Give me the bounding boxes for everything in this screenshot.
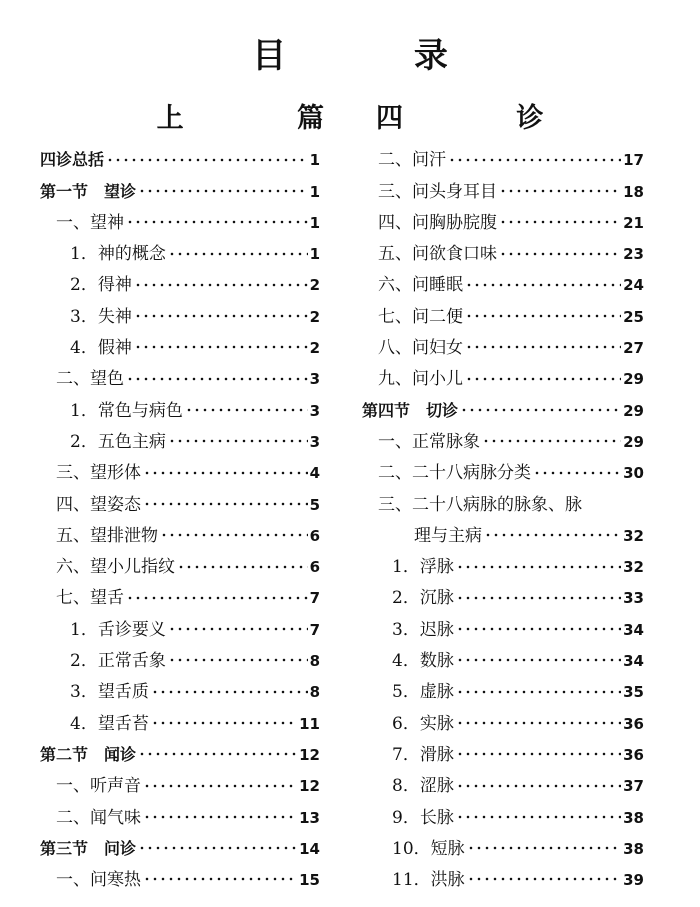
toc-entry-page: 3 xyxy=(309,370,320,389)
toc-entry-title: 10．短脉 xyxy=(392,838,465,859)
dot-leader xyxy=(467,877,621,881)
toc-entry xyxy=(362,206,644,237)
toc-entry-page: 7 xyxy=(309,620,320,639)
dot-leader xyxy=(126,220,308,224)
toc-entry-page: 1 xyxy=(309,213,320,232)
toc-entry-title: 六、问睡眠 xyxy=(378,275,463,296)
toc-entry-title: 二、闻气味 xyxy=(56,807,141,828)
toc-entry-page: 13 xyxy=(299,808,320,827)
toc-entry-page: 3 xyxy=(309,432,320,451)
dot-leader xyxy=(143,784,297,788)
dot-leader xyxy=(456,596,621,600)
toc-entry-title: 11．洪脉 xyxy=(392,870,465,891)
toc-entry xyxy=(40,487,320,518)
dot-leader xyxy=(168,252,308,256)
toc-entry-title: 2．五色主病 xyxy=(70,431,166,452)
toc-entry-title: 五、望排泄物 xyxy=(56,525,158,546)
toc-entry-page: 8 xyxy=(309,652,320,671)
toc-entry-page: 36 xyxy=(623,714,644,733)
toc-entry xyxy=(40,706,320,737)
dot-leader xyxy=(456,627,621,631)
dot-leader xyxy=(499,220,621,224)
toc-entry-page: 1 xyxy=(309,151,320,170)
toc-entry xyxy=(40,206,320,237)
toc-entry-page: 1 xyxy=(309,245,320,264)
toc-entry xyxy=(40,143,320,174)
toc-entry-page: 23 xyxy=(623,245,644,264)
toc-entry-page: 29 xyxy=(623,370,644,389)
dot-leader xyxy=(151,721,297,725)
toc-entry xyxy=(40,550,320,581)
toc-entry-page: 2 xyxy=(309,339,320,358)
toc-entry-page: 36 xyxy=(623,745,644,764)
dot-leader xyxy=(160,533,308,537)
toc-entry-page: 35 xyxy=(623,683,644,702)
dot-leader xyxy=(138,846,297,850)
toc-entry-page: 27 xyxy=(623,339,644,358)
toc-entry-page: 15 xyxy=(299,871,320,890)
toc-entry xyxy=(40,456,320,487)
dot-leader xyxy=(456,784,621,788)
toc-entry-title: 七、问二便 xyxy=(378,306,463,327)
dot-leader xyxy=(143,502,308,506)
dot-leader xyxy=(456,815,621,819)
toc-entry xyxy=(40,174,320,205)
toc-entry xyxy=(362,769,644,800)
dot-leader xyxy=(168,439,308,443)
toc-entry xyxy=(40,644,320,675)
dot-leader xyxy=(456,721,621,725)
toc-entry xyxy=(40,832,320,863)
toc-entry-page: 25 xyxy=(623,307,644,326)
toc-entry xyxy=(362,738,644,769)
toc-entry-title: 1．舌诊要义 xyxy=(70,619,166,640)
page-title: 目 录 xyxy=(252,36,506,76)
toc-entry xyxy=(40,362,320,393)
dot-leader xyxy=(484,533,621,537)
toc-entry xyxy=(362,644,644,675)
toc-entry-title: 一、听声音 xyxy=(56,776,141,797)
toc-entry-title: 第二节 闻诊 xyxy=(40,744,137,764)
toc-entry-title: 四、问胸胁脘腹 xyxy=(378,212,497,233)
dot-leader xyxy=(143,815,297,819)
toc-entry xyxy=(40,237,320,268)
toc-entry-title: 三、二十八病脉的脉象、脉 xyxy=(378,494,582,515)
toc-entry-page: 12 xyxy=(299,745,320,764)
toc-entry-title: 6．实脉 xyxy=(392,713,454,734)
dot-leader xyxy=(465,314,621,318)
toc-entry-page: 6 xyxy=(309,526,320,545)
toc-entry xyxy=(40,738,320,769)
toc-entry-page: 3 xyxy=(309,401,320,420)
dot-leader xyxy=(143,877,297,881)
toc-entry xyxy=(362,299,644,330)
toc-entry-title: 4．假神 xyxy=(70,338,132,359)
toc-entry-page: 37 xyxy=(623,777,644,796)
toc-entry xyxy=(362,174,644,205)
toc-entry-page: 6 xyxy=(309,558,320,577)
toc-entry xyxy=(40,393,320,424)
toc-entry-title: 五、问欲食口味 xyxy=(378,244,497,265)
toc-entry xyxy=(40,268,320,299)
toc-entry-page: 4 xyxy=(309,464,320,483)
dot-leader xyxy=(185,408,308,412)
dot-leader xyxy=(499,189,621,193)
toc-entry xyxy=(40,675,320,706)
toc-entry xyxy=(40,299,320,330)
toc-entry xyxy=(362,581,644,612)
dot-leader xyxy=(465,345,621,349)
toc-entry xyxy=(362,550,644,581)
toc-entry xyxy=(362,863,644,894)
toc-entry-title: 第四节 切诊 xyxy=(362,400,459,420)
toc-entry-page: 1 xyxy=(309,182,320,201)
toc-entry xyxy=(362,487,644,518)
dot-leader xyxy=(168,627,308,631)
toc-entry-title: 第三节 问诊 xyxy=(40,838,137,858)
toc-entry-page: 21 xyxy=(623,213,644,232)
toc-entry-page: 34 xyxy=(623,620,644,639)
dot-leader xyxy=(134,283,308,287)
toc-entry xyxy=(40,800,320,831)
toc-entry-title: 7．滑脉 xyxy=(392,744,454,765)
toc-entry-title: 4．数脉 xyxy=(392,651,454,672)
toc-entry-page: 32 xyxy=(623,558,644,577)
toc-entry-page: 12 xyxy=(299,777,320,796)
toc-entry-page: 7 xyxy=(309,589,320,608)
toc-entry-title: 2．沉脉 xyxy=(392,588,454,609)
toc-entry-title: 4．望舌苔 xyxy=(70,713,149,734)
toc-entry-title: 三、望形体 xyxy=(56,463,141,484)
dot-leader xyxy=(499,252,621,256)
toc-entry-page: 2 xyxy=(309,276,320,295)
toc-entry-title: 八、问妇女 xyxy=(378,338,463,359)
toc-entry-page: 24 xyxy=(623,276,644,295)
toc-entry-title: 理与主病 xyxy=(414,525,482,546)
toc-entry-title: 九、问小儿 xyxy=(378,369,463,390)
toc-entry-title: 四诊总括 xyxy=(40,150,105,170)
dot-leader xyxy=(138,189,308,193)
dot-leader xyxy=(465,283,621,287)
toc-entry xyxy=(362,362,644,393)
toc-entry-title: 3．望舌质 xyxy=(70,682,149,703)
toc-entry-page: 32 xyxy=(623,526,644,545)
dot-leader xyxy=(126,596,308,600)
dot-leader xyxy=(460,408,621,412)
part-heading: 上 篇四 诊 xyxy=(156,103,596,134)
toc-entry xyxy=(362,800,644,831)
toc-entry-page: 29 xyxy=(623,401,644,420)
toc-entry xyxy=(362,832,644,863)
dot-leader xyxy=(126,377,308,381)
dot-leader xyxy=(482,439,621,443)
dot-leader xyxy=(106,158,308,162)
toc-entry-title: 2．得神 xyxy=(70,275,132,296)
dot-leader xyxy=(177,565,308,569)
toc-entry-page: 18 xyxy=(623,182,644,201)
toc-entry xyxy=(40,769,320,800)
toc-entry-title: 六、望小儿指纹 xyxy=(56,557,175,578)
toc-entry xyxy=(40,863,320,894)
toc-entry xyxy=(362,456,644,487)
dot-leader xyxy=(465,377,621,381)
dot-leader xyxy=(456,658,621,662)
dot-leader xyxy=(134,345,308,349)
toc-entry xyxy=(362,237,644,268)
dot-leader xyxy=(448,158,621,162)
toc-entry xyxy=(40,425,320,456)
toc-entry-page: 34 xyxy=(623,652,644,671)
toc-entry-title: 2．正常舌象 xyxy=(70,651,166,672)
toc-entry-page: 30 xyxy=(623,464,644,483)
toc-entry xyxy=(40,581,320,612)
toc-entry-title: 9．长脉 xyxy=(392,807,454,828)
toc-entry-page: 8 xyxy=(309,683,320,702)
dot-leader xyxy=(151,690,308,694)
toc-entry-page: 29 xyxy=(623,432,644,451)
toc-entry xyxy=(362,393,644,424)
toc-entry-title: 1．神的概念 xyxy=(70,244,166,265)
dot-leader xyxy=(168,658,308,662)
dot-leader xyxy=(467,846,621,850)
toc-entry xyxy=(40,331,320,362)
dot-leader xyxy=(533,471,621,475)
toc-entry-title: 二、二十八病脉分类 xyxy=(378,463,531,484)
toc-entry-title: 一、正常脉象 xyxy=(378,431,480,452)
toc-entry-title: 5．虚脉 xyxy=(392,682,454,703)
toc-entry-title: 四、望姿态 xyxy=(56,494,141,515)
toc-entry xyxy=(362,425,644,456)
toc-entry-title: 二、问汗 xyxy=(378,150,446,171)
toc-entry-page: 38 xyxy=(623,839,644,858)
toc-entry-page: 14 xyxy=(299,839,320,858)
toc-entry-page: 33 xyxy=(623,589,644,608)
toc-entry-title: 3．失神 xyxy=(70,306,132,327)
toc-entry-page: 2 xyxy=(309,307,320,326)
dot-leader xyxy=(456,690,621,694)
toc-entry-title: 二、望色 xyxy=(56,369,124,390)
toc-entry-page: 39 xyxy=(623,871,644,890)
toc-entry xyxy=(362,612,644,643)
toc-entry-title: 一、望神 xyxy=(56,212,124,233)
toc-entry xyxy=(362,331,644,362)
toc-entry xyxy=(362,143,644,174)
toc-entry-title: 1．常色与病色 xyxy=(70,400,183,421)
toc-entry xyxy=(40,612,320,643)
toc-entry xyxy=(362,268,644,299)
dot-leader xyxy=(456,565,621,569)
dot-leader xyxy=(138,752,297,756)
toc-entry-title: 第一节 望诊 xyxy=(40,181,137,201)
toc-entry-title: 一、问寒热 xyxy=(56,870,141,891)
toc-entry-title: 8．涩脉 xyxy=(392,776,454,797)
toc-entry-title: 1．浮脉 xyxy=(392,557,454,578)
dot-leader xyxy=(456,752,621,756)
toc-column-left xyxy=(40,143,320,894)
toc-column-right xyxy=(362,143,644,894)
toc-entry xyxy=(362,675,644,706)
toc-entry-page: 17 xyxy=(623,151,644,170)
toc-entry xyxy=(40,519,320,550)
toc-entry-title: 3．迟脉 xyxy=(392,619,454,640)
toc-entry-page: 5 xyxy=(309,495,320,514)
toc-entry-page: 11 xyxy=(299,714,320,733)
toc-entry xyxy=(362,706,644,737)
dot-leader xyxy=(143,471,308,475)
dot-leader xyxy=(134,314,308,318)
toc-entry-title: 七、望舌 xyxy=(56,588,124,609)
toc-entry xyxy=(362,519,644,550)
toc-entry-title: 三、问头身耳目 xyxy=(378,181,497,202)
toc-entry-page: 38 xyxy=(623,808,644,827)
